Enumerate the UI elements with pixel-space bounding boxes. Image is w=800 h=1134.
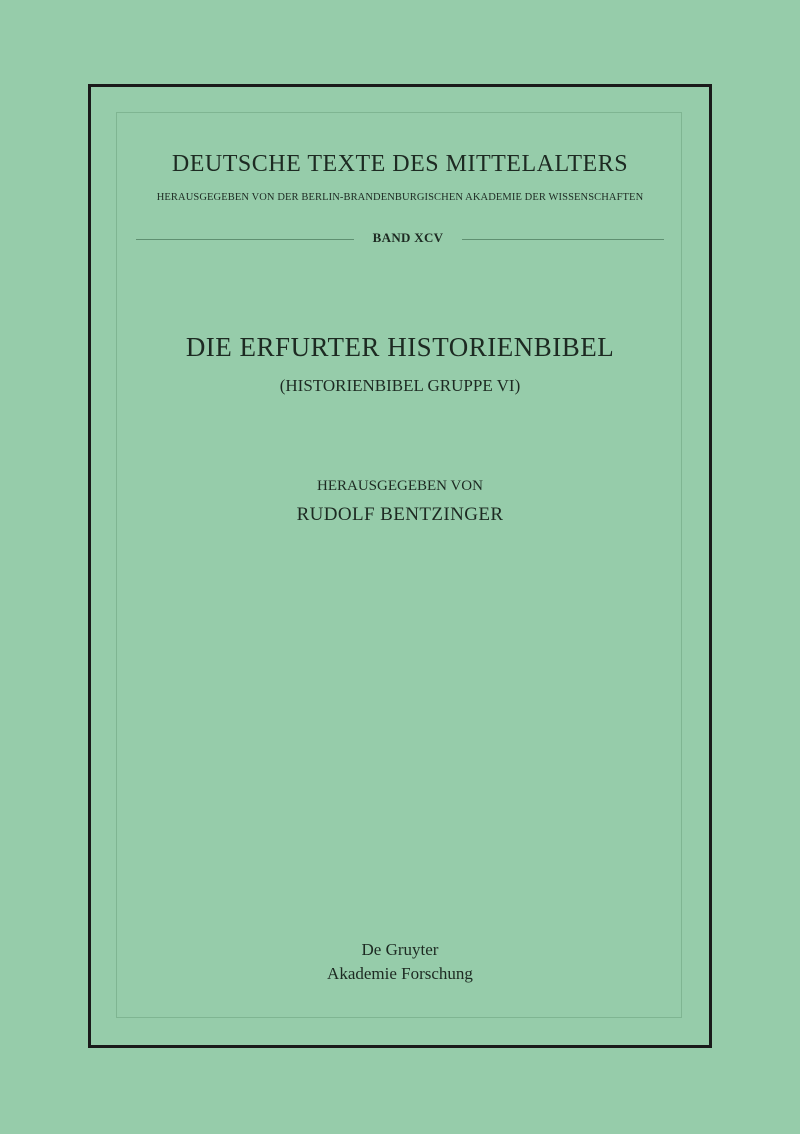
volume-label: BAND XCV [372, 230, 444, 245]
book-subtitle: (HISTORIENBIBEL GRUPPE VI) [279, 376, 521, 395]
volume-rule-right [462, 239, 664, 240]
editor-label: HERAUSGEGEBEN VON [317, 478, 483, 494]
volume-row [136, 230, 664, 250]
publisher-imprint: Akademie Forschung [327, 964, 473, 983]
publisher-name: De Gruyter [361, 940, 439, 959]
book-title: DIE ERFURTER HISTORIENBIBEL [185, 332, 615, 362]
editor-name: RUDOLF BENTZINGER [296, 504, 504, 525]
volume-rule-left [136, 239, 354, 240]
series-title: DEUTSCHE TEXTE DES MITTELALTERS [171, 151, 629, 177]
series-subtitle: HERAUSGEGEBEN VON DER BERLIN-BRANDENBURGISCHEN AKADEMIE DER WISSENSCHAFTEN [156, 192, 644, 203]
